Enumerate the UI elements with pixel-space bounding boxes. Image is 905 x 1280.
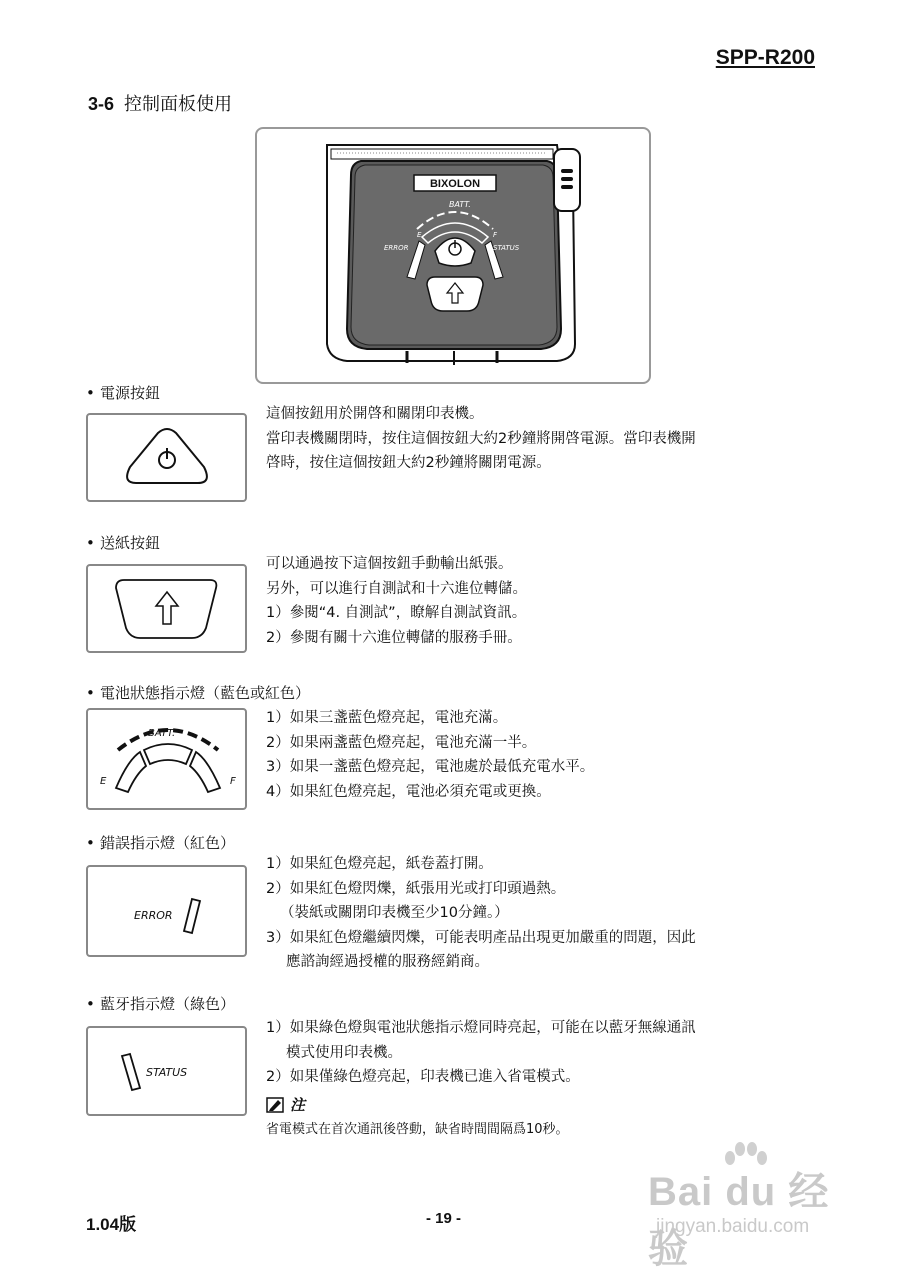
power-button-icon-box <box>86 413 247 502</box>
power-icon <box>88 415 245 500</box>
page-number: - 19 - <box>426 1210 462 1227</box>
section-title-text: 控制面板使用 <box>124 94 233 115</box>
feed-arrow-icon <box>88 566 245 651</box>
error-description: 1）如果紅色燈亮起，紙卷蓋打開。 2）如果紅色燈閃爍，紙張用光或打印頭過熱。 （裝紙或關閉印表機至少10分鐘。） 3）如果紅色燈繼續閃爍，可能表明產品出現更加嚴重的問題，因此 應諮詢經過授權的服務經銷商。 <box>266 856 696 970</box>
batt-label: BATT. <box>449 200 471 209</box>
battery-heading: • 電池狀態指示燈（藍色或紅色） <box>86 684 311 702</box>
error-heading: • 錯誤指示燈（紅色） <box>86 834 236 852</box>
watermark-logo: Bai du 经验 <box>648 1170 830 1271</box>
note-heading: 注 <box>266 1094 305 1115</box>
watermark-url: jingyan.baidu.com <box>656 1216 810 1237</box>
section-number: 3-6 <box>88 94 115 114</box>
status-indicator-icon-box <box>86 1026 247 1116</box>
model-name: SPP-R200 <box>715 46 815 69</box>
feed-description: 可以通過按下這個按鈕手動輸出紙張。 另外，可以進行自測試和十六進位轉儲。 1）參閱“4. 自測試”，瞭解自測試資訊。 2）參閱有關十六進位轉儲的服務手冊。 <box>266 556 527 646</box>
status-text: STATUS <box>146 1066 188 1079</box>
bluetooth-description: 1）如果綠色燈與電池狀態指示燈同時亮起，可能在以藍牙無線通訊 模式使用印表機。 2）如果僅綠色燈亮起，印表機已進入省電模式。 <box>266 1020 696 1085</box>
power-description: 這個按鈕用於開啓和關閉印表機。 當印表機關閉時，按住這個按鈕大約2秒鐘將開啓電源。當印表機開 啓時，按住這個按鈕大約2秒鐘將關閉電源。 <box>266 406 696 471</box>
battery-indicator-icon-box <box>86 708 247 810</box>
error-light-icon <box>88 867 245 955</box>
control-panel-illustration <box>255 127 651 384</box>
bluetooth-heading: • 藍牙指示燈（綠色） <box>86 995 236 1013</box>
error-label: ERROR <box>384 244 409 252</box>
printer-panel-drawing <box>257 129 649 382</box>
pencil-note-icon <box>266 1097 284 1113</box>
f-label: F <box>493 231 498 239</box>
note-text: 省電模式在首次通訊後啓動，缺省時間間隔爲10秒。 <box>266 1122 569 1137</box>
batt-text: BATT. <box>148 728 176 739</box>
battery-description: 1）如果三盞藍色燈亮起，電池充滿。 2）如果兩盞藍色燈亮起，電池充滿一半。 3）如果一盞藍色燈亮起，電池處於最低充電水平。 4）如果紅色燈亮起，電池必須充電或更換。 <box>266 710 595 800</box>
feed-button-icon-box <box>86 564 247 653</box>
battery-arcs-icon <box>88 710 245 808</box>
error-indicator-icon-box <box>86 865 247 957</box>
error-text: ERROR <box>134 909 173 922</box>
e-label: E <box>417 231 422 239</box>
status-light-icon <box>88 1028 245 1114</box>
status-label: STATUS <box>493 244 520 252</box>
e-text: E <box>100 776 107 787</box>
power-heading: • 電源按鈕 <box>86 384 161 402</box>
feed-heading: • 送紙按鈕 <box>86 534 161 552</box>
baidu-watermark <box>640 1140 855 1271</box>
brand-logo: BIXOLON <box>429 178 481 190</box>
version-label: 1.04版 <box>86 1215 137 1234</box>
f-text: F <box>230 776 236 787</box>
section-title <box>88 90 232 116</box>
